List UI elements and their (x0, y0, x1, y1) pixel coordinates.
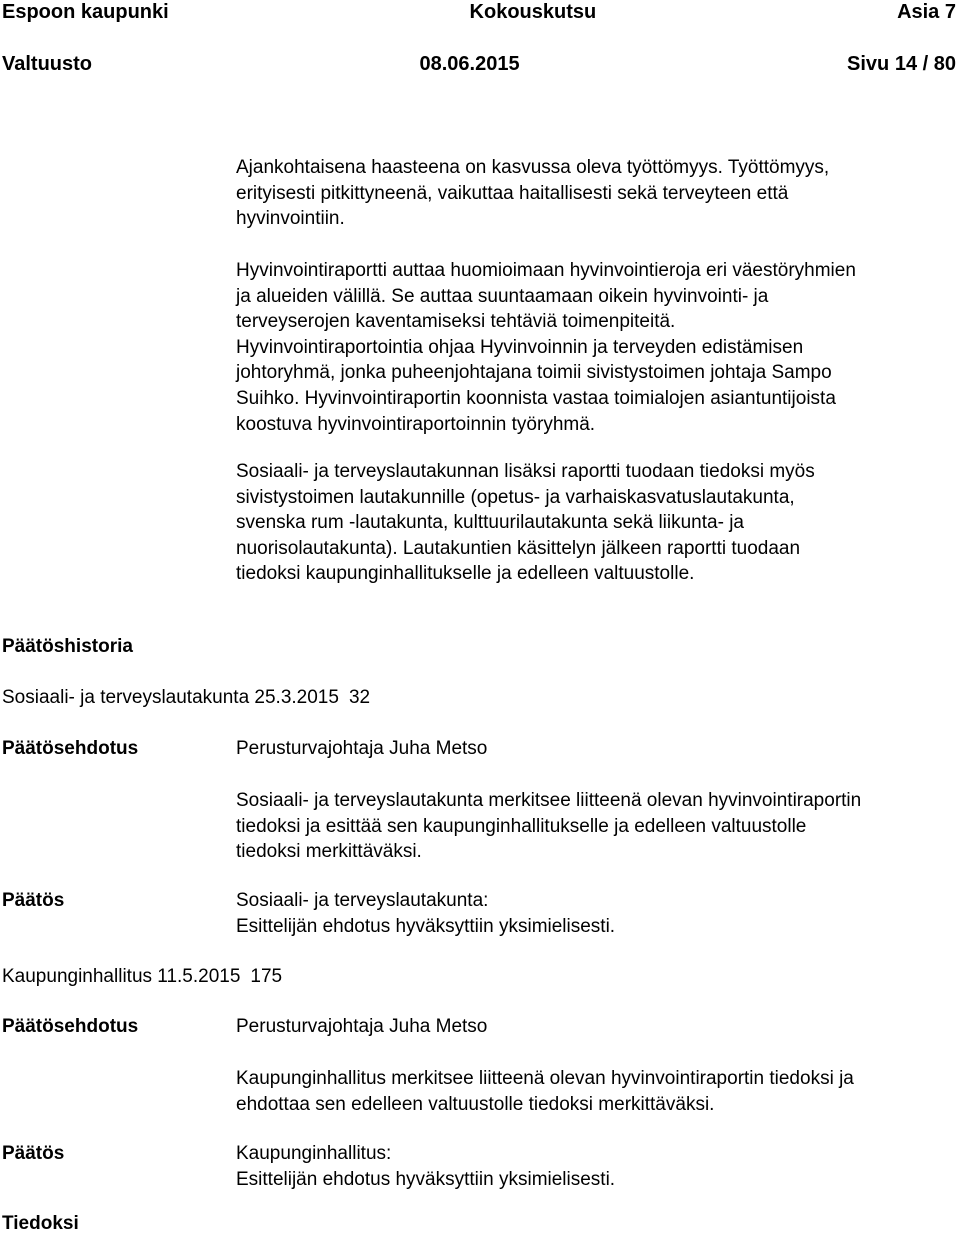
text-line: sivistystoimen lautakunnille (opetus- ja varhaiskasvatuslautakunta, (236, 486, 795, 508)
decision-history-heading: Päätöshistoria (2, 636, 133, 657)
document-header-row-1 (2, 0, 956, 24)
text-line: Esittelijän ehdotus hyväksyttiin yksimielisesti. (236, 915, 616, 937)
text-line: Hyvinvointiraportointia ohjaa Hyvinvoinnin ja terveyden edistämisen (236, 336, 804, 358)
presenter (236, 1014, 960, 1040)
text-line: Hyvinvointiraportti auttaa huomioimaan hyvinvointieroja eri väestöryhmien (236, 260, 856, 281)
text-line: johtoryhmä, jonka puheenjohtajana toimii sivistystoimen johtaja Sampo (236, 362, 832, 384)
text-line: Kaupunginhallitus: (236, 1143, 392, 1164)
decision-label: Päätös (2, 890, 65, 911)
text-line: koostuva hyvinvointiraportoinnin työryhmä. (236, 413, 596, 435)
agenda-item: Asia 7 (897, 1, 956, 23)
text-line: Perusturvajohtaja Juha Metso (236, 738, 488, 759)
page-number: Sivu 14 / 80 (847, 53, 956, 75)
decision-label: Päätös (2, 1143, 65, 1164)
for-information-label: Tiedoksi (2, 1213, 79, 1234)
proposal-label: Päätösehdotus (2, 738, 139, 759)
section-number: 32 (348, 687, 371, 708)
text-line: nuorisolautakunta). Lautakuntien käsittelyn jälkeen raportti tuodaan (236, 537, 801, 559)
meeting-date: 08.06.2015 (419, 53, 520, 75)
text-line: Sosiaali- ja terveyslautakunta merkitsee liitteenä olevan hyvinvointiraportin (236, 790, 862, 811)
text-line: tiedoksi kaupunginhallitukselle ja edelleen valtuustolle. (236, 563, 695, 585)
presenter (236, 736, 960, 762)
meeting-heading-1 (2, 686, 370, 710)
organization-name: Espoon kaupunki (2, 1, 169, 23)
decision-text (236, 1141, 960, 1192)
text-line: tiedoksi merkittäväksi. (236, 841, 422, 863)
intro-paragraph-1 (236, 155, 960, 232)
text-line: Sosiaali- ja terveyslautakunnan lisäksi raportti tuodaan tiedoksi myös (236, 461, 815, 482)
proposal-text (236, 788, 960, 865)
text-line: Ajankohtaisena haasteena on kasvussa oleva työttömyys. Työttömyys, (236, 157, 830, 178)
text-line: svenska rum -lautakunta, kulttuurilautakunta sekä liikunta- ja (236, 512, 744, 534)
proposal-text (236, 1066, 960, 1117)
text-line: terveyserojen kaventamiseksi tehtäviä toimenpiteitä. (236, 311, 676, 333)
text-line: erityisesti pitkittyneenä, vaikuttaa haitallisesti sekä terveyteen että (236, 182, 789, 204)
meeting-body: Valtuusto (2, 53, 93, 75)
text-line: Sosiaali- ja terveyslautakunta: (236, 890, 489, 911)
section-number: 175 (250, 966, 283, 987)
intro-paragraph-2 (236, 258, 960, 437)
intro-paragraph-3 (236, 459, 960, 587)
text-line: Suihko. Hyvinvointiraportin koonnista vastaa toimialojen asiantuntijoista (236, 387, 836, 409)
meeting-heading-2 (2, 965, 282, 989)
decision-text (236, 888, 960, 939)
proposal-label: Päätösehdotus (2, 1016, 139, 1037)
text-line: tiedoksi ja esittää sen kaupunginhallitukselle ja edelleen valtuustolle (236, 815, 807, 837)
text-line: Kaupunginhallitus merkitsee liitteenä olevan hyvinvointiraportin tiedoksi ja (236, 1068, 854, 1089)
document-header-row-2 (2, 52, 956, 76)
meeting-name: Kaupunginhallitus 11.5.2015 (2, 966, 241, 987)
document-type: Kokouskutsu (469, 1, 597, 23)
text-line: hyvinvointiin. (236, 208, 345, 230)
meeting-name: Sosiaali- ja terveyslautakunta 25.3.2015 (2, 687, 339, 708)
text-line: ja alueiden välillä. Se auttaa suuntaamaan oikein hyvinvointi- ja (236, 285, 769, 307)
text-line: ehdottaa sen edelleen valtuustolle tiedoksi merkittäväksi. (236, 1093, 715, 1115)
text-line: Esittelijän ehdotus hyväksyttiin yksimielisesti. (236, 1168, 616, 1190)
text-line: Perusturvajohtaja Juha Metso (236, 1016, 488, 1037)
